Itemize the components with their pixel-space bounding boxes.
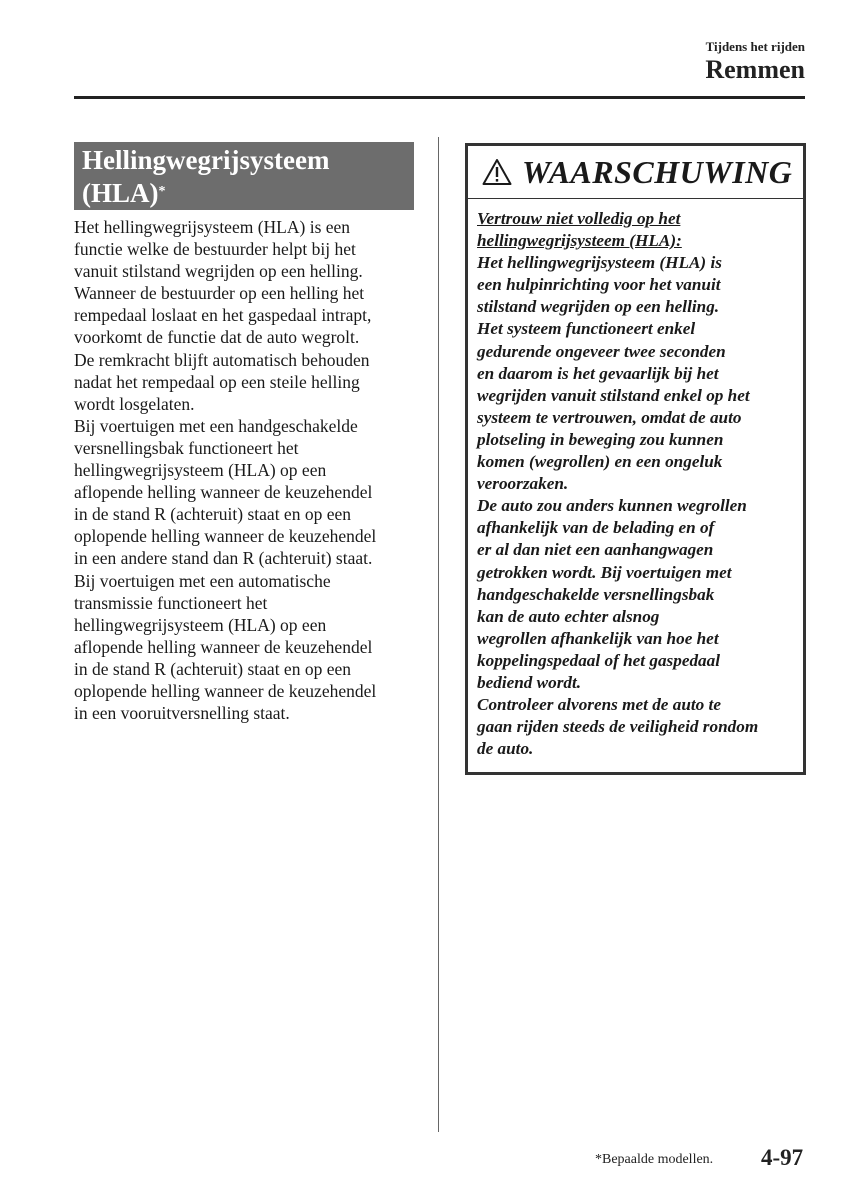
- text-line: aflopende helling wanneer de keuzehendel: [74, 482, 373, 503]
- text-line: transmissie functioneert het: [74, 592, 268, 613]
- text-line: Het hellingwegrijsysteem (HLA) is: [477, 253, 722, 273]
- text-line: voorkomt de functie dat de auto wegrolt.: [74, 327, 360, 348]
- text-line: kan de auto echter alsnog: [477, 606, 660, 626]
- text-line: Het hellingwegrijsysteem (HLA) is een: [74, 217, 351, 237]
- text-line: Bij voertuigen met een automatische: [74, 570, 331, 591]
- text-line: gaan rijden steeds de veiligheid rondom: [477, 717, 759, 737]
- text-line: functie welke de bestuurder helpt bij het: [74, 239, 356, 260]
- header-section-label: Tijdens het rijden: [705, 39, 805, 54]
- text-line: koppelingspedaal of het gaspedaal: [477, 650, 721, 670]
- text-line: gedurende ongeveer twee seconden: [477, 341, 726, 361]
- warning-triangle-icon: [482, 158, 512, 186]
- text-line: handgeschakelde versnellingsbak: [477, 584, 715, 604]
- model-footnote-mark: *: [158, 184, 166, 199]
- text-line: versnellingsbak functioneert het: [74, 437, 299, 458]
- text-line: bediend wordt.: [477, 672, 582, 692]
- text-line: getrokken wordt. Bij voertuigen met: [477, 562, 732, 582]
- text-line: hellingwegrijsysteem (HLA) op een: [74, 614, 327, 635]
- text-line: in een andere stand dan R (achteruit) staat.: [74, 548, 373, 569]
- text-line: Controleer alvorens met de auto te: [477, 695, 721, 715]
- text-line: wegrijden vanuit stilstand enkel op het: [477, 385, 750, 405]
- text-line: stilstand wegrijden op een helling.: [477, 297, 720, 317]
- section-heading: [74, 142, 414, 210]
- text-line: De remkracht blijft automatisch behouden: [74, 349, 370, 370]
- text-line: in de stand R (achteruit) staat en op een: [74, 658, 351, 679]
- warning-title: WAARSCHUWING: [522, 153, 793, 190]
- text-line: hellingwegrijsysteem (HLA) op een: [74, 460, 327, 481]
- header-rule: [74, 96, 805, 99]
- text-line: vanuit stilstand wegrijden op een helling.: [74, 261, 363, 282]
- text-line: er al dan niet een aanhangwagen: [477, 540, 714, 560]
- page-title: Remmen: [705, 55, 805, 84]
- text-line: aflopende helling wanneer de keuzehendel: [74, 636, 373, 657]
- text-line: in de stand R (achteruit) staat en op een: [74, 504, 351, 525]
- text-line: de auto.: [477, 739, 534, 759]
- text-line: wordt losgelaten.: [74, 393, 195, 414]
- text-line: Het systeem functioneert enkel: [477, 319, 696, 339]
- text-line: plotseling in beweging zou kunnen: [477, 429, 724, 449]
- warning-heading-line: hellingwegrijsysteem (HLA):: [477, 231, 682, 251]
- text-line: veroorzaken.: [477, 474, 569, 494]
- text-line: rempedaal loslaat en het gaspedaal intrapt,: [74, 305, 372, 326]
- column-divider: [438, 137, 439, 1132]
- text-line: oplopende helling wanneer de keuzehendel: [74, 680, 377, 701]
- warning-heading-line: Vertrouw niet volledig op het: [477, 209, 681, 228]
- text-line: wegrollen afhankelijk van hoe het: [477, 628, 719, 648]
- page-number: 4-97: [761, 1145, 804, 1170]
- text-line: Wanneer de bestuurder op een helling het: [74, 283, 365, 304]
- text-line: in een vooruitversnelling staat.: [74, 703, 290, 724]
- text-line: systeem te vertrouwen, omdat de auto: [477, 407, 742, 427]
- text-line: komen (wegrollen) en een ongeluk: [477, 452, 723, 472]
- warning-body: [468, 199, 803, 760]
- warning-box: [465, 143, 806, 775]
- text-line: Bij voertuigen met een handgeschakelde: [74, 415, 358, 436]
- footer-note: *Bepaalde modellen.: [595, 1152, 714, 1167]
- text-line: nadat het rempedaal op een steile helling: [74, 371, 360, 392]
- warning-header: [468, 146, 803, 199]
- section-heading-line2: [82, 177, 414, 210]
- section-body: [74, 216, 422, 724]
- section-heading-abbr: (HLA): [82, 178, 159, 208]
- text-line: De auto zou anders kunnen wegrollen: [477, 496, 747, 516]
- text-line: oplopende helling wanneer de keuzehendel: [74, 526, 377, 547]
- text-line: een hulpinrichting voor het vanuit: [477, 275, 721, 295]
- section-heading-line1: Hellingwegrijsysteem: [82, 145, 330, 175]
- text-line: en daarom is het gevaarlijk bij het: [477, 363, 719, 383]
- text-line: afhankelijk van de belading en of: [477, 518, 715, 538]
